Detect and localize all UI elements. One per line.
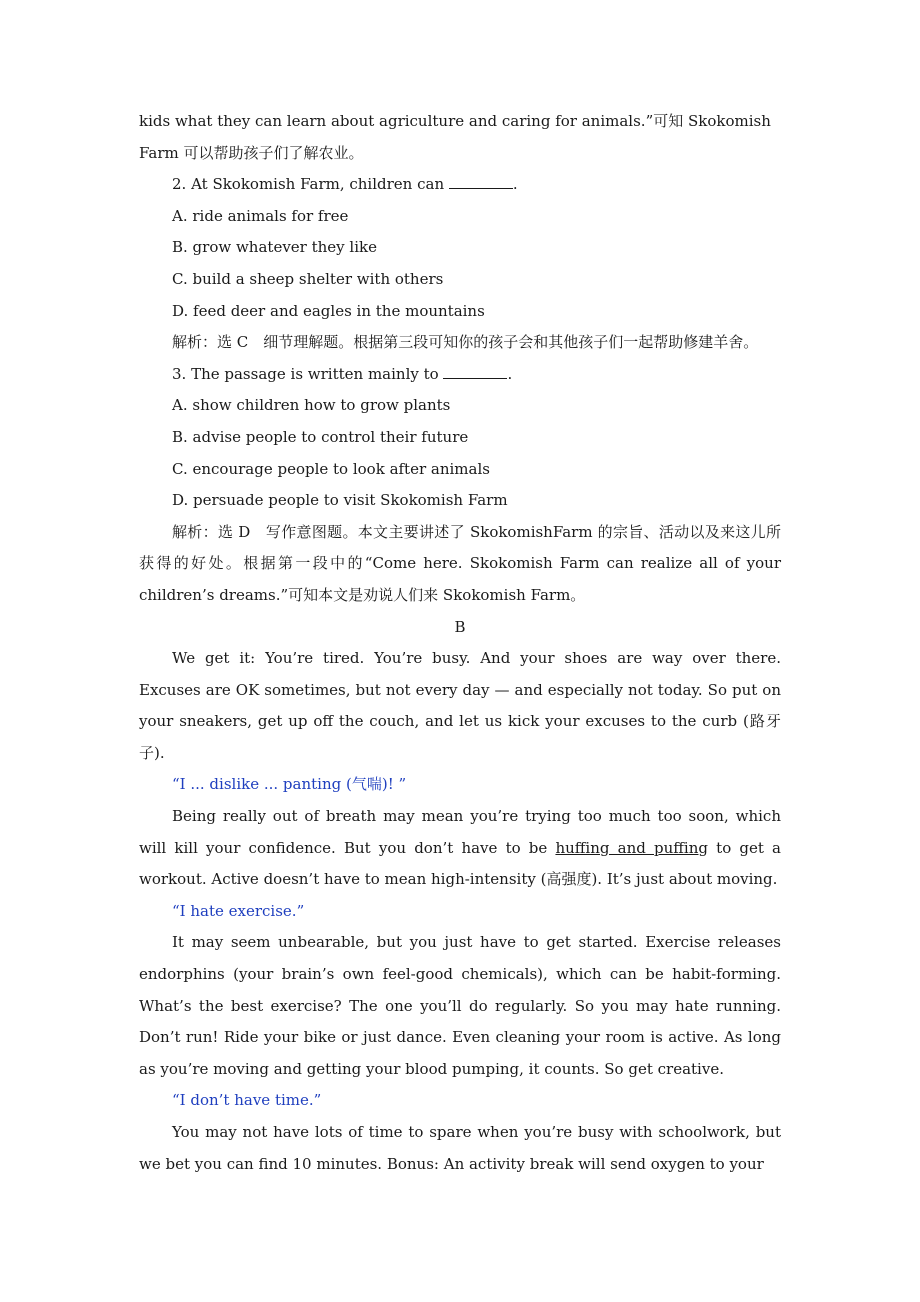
question-3-analysis: 解析：选 D 写作意图题。本文主要讲述了 SkokomishFarm 的宗旨、活动以及来这儿所获得的好处。根据第一段中的“Come here. Skokomish Farm can realize all of your children’s dreams.”可知本文是劝说人们来 Skokomish Farm。 — [139, 522, 781, 604]
question-2-option-a: A. ride animals for free — [172, 206, 349, 225]
passage-b-intro: We get it: You’re tired. You’re busy. And your shoes are way over there. Excuses are OK sometimes, but not every day — and especially not today. So put on your sneakers, get up off the couch, and let us kick your excuses to the curb (路牙子). — [139, 649, 781, 762]
answer-blank — [449, 174, 513, 189]
passage-b-paragraph-2: It may seem unbearable, but you just have to get started. Exercise releases endorphins (your brain’s own feel-good chemicals), which can be habit-forming. What’s the best exercise? The one you’ll do regularly. So you may hate running. Don’t run! Ride your bike or just dance. Even cleaning your room is active. As long as you’re moving and getting your blood pumping, it counts. So get creative. — [139, 933, 781, 1078]
question-2-stem: 2. At Skokomish Farm, children can . — [172, 175, 518, 194]
question-3-option-c: C. encourage people to look after animals — [172, 459, 490, 478]
q1-analysis-line2: Farm 可以帮助孩子们了解农业。 — [139, 143, 364, 162]
question-3-option-b: B. advise people to control their future — [172, 427, 469, 446]
question-3-option-d: D. persuade people to visit Skokomish Farm — [172, 491, 508, 510]
passage-b-heading-1: “I ... dislike ... panting (气喘)! ” — [172, 775, 407, 794]
underlined-phrase: huffing and puffing — [555, 838, 708, 857]
q1-analysis-line1: kids what they can learn about agriculture and caring for animals.”可知 Skokomish — [139, 112, 771, 130]
q1-analysis-tail — [139, 106, 781, 169]
passage-b-paragraph-3: You may not have lots of time to spare when you’re busy with schoolwork, but we bet you can find 10 minutes. Bonus: An activity break will send oxygen to your — [139, 1123, 781, 1173]
section-label: B — [454, 617, 466, 636]
document-page — [139, 106, 781, 1180]
passage-b-heading-2: “I hate exercise.” — [172, 901, 305, 920]
question-2-option-c: C. build a sheep shelter with others — [172, 269, 444, 288]
question-2-option-d: D. feed deer and eagles in the mountains — [172, 301, 485, 320]
answer-blank — [443, 364, 507, 379]
question-3-stem: 3. The passage is written mainly to . — [172, 364, 513, 383]
question-2-analysis: 解析：选 C 细节理解题。根据第三段可知你的孩子会和其他孩子们一起帮助修建羊舍。 — [172, 333, 759, 352]
passage-b-heading-3: “I don’t have time.” — [172, 1091, 322, 1110]
question-3-option-a: A. show children how to grow plants — [172, 396, 451, 415]
passage-b-paragraph-1: Being really out of breath may mean you’re trying too much too soon, which will kill your confidence. But you don’t have to be huffing and puffing to get a workout. Active doesn’t have to mean high-intensity (高强度). It’s just about moving. — [139, 807, 782, 889]
question-2-option-b: B. grow whatever they like — [172, 238, 377, 257]
